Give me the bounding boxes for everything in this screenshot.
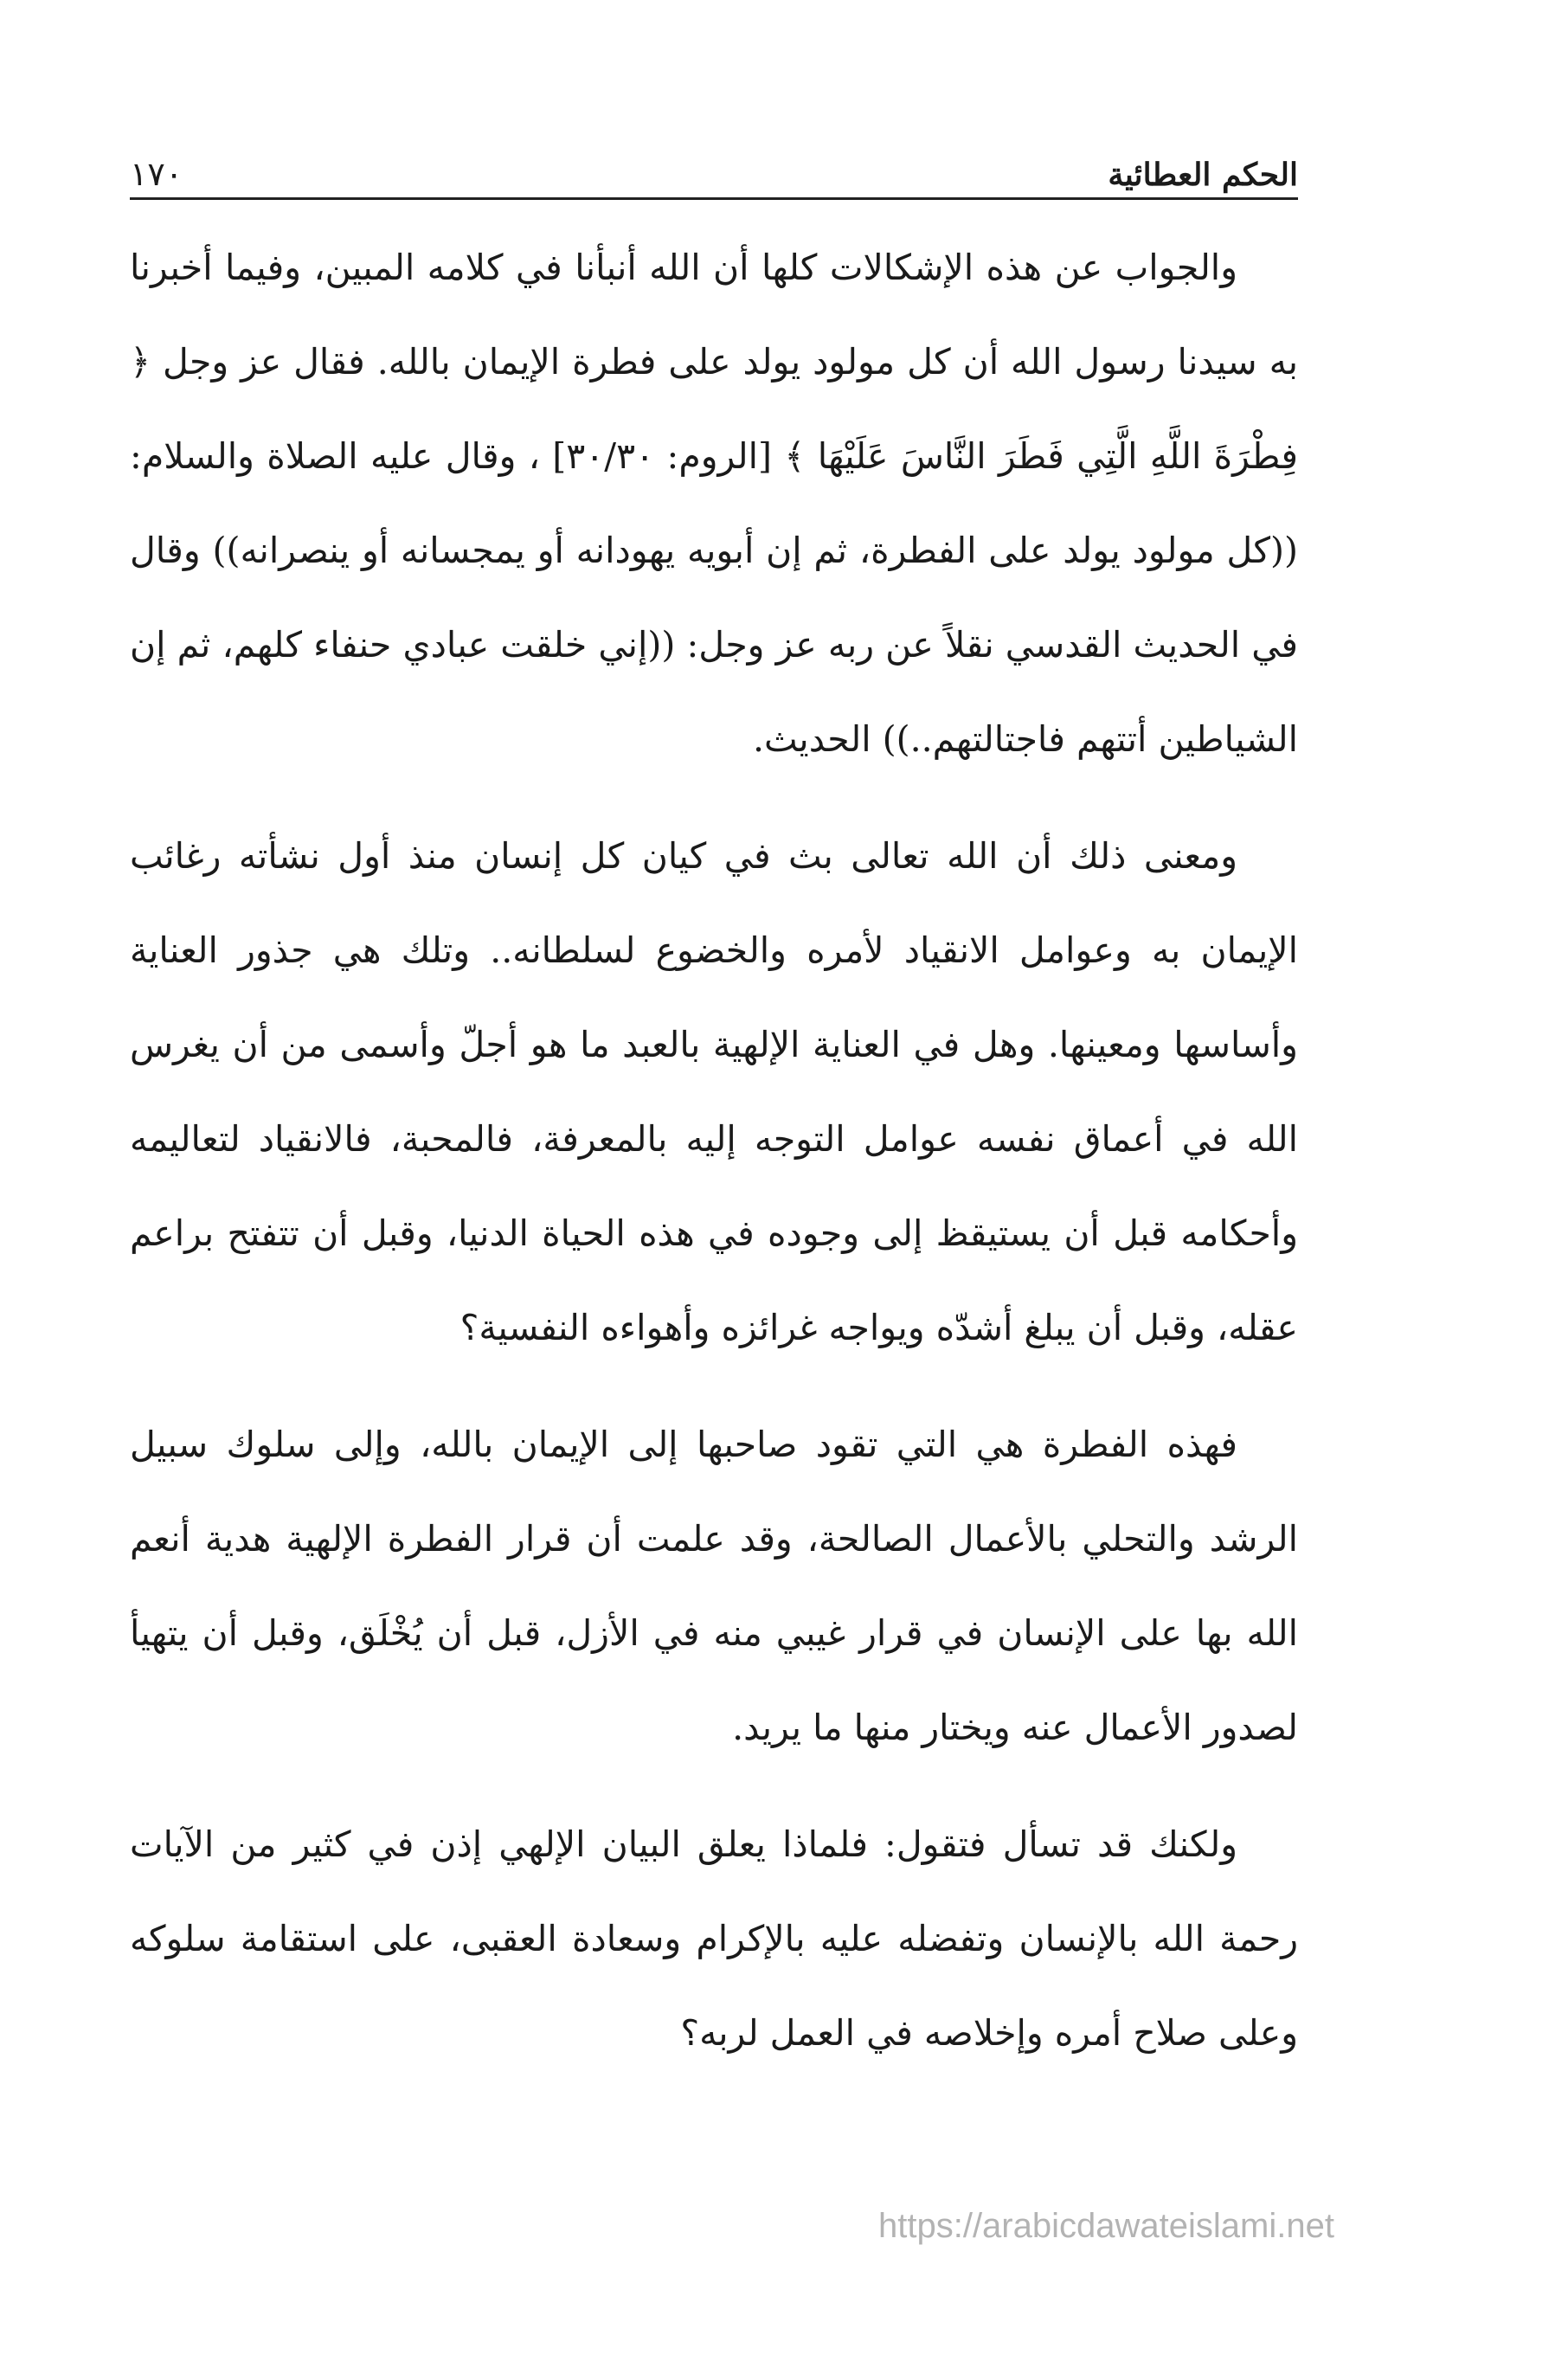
- page-body: [130, 221, 1298, 2103]
- book-title: الحكم العطائية: [1108, 157, 1298, 193]
- page-header: [130, 130, 1298, 200]
- watermark-url: https://arabicdawateislami.net: [878, 2207, 1334, 2245]
- paragraph: ومعنى ذلك أن الله تعالى بث في كيان كل إنسان منذ أول نشأته رغائب الإيمان به وعوامل الانقياد لأمره والخضوع لسلطانه.. وتلك هي جذور العناية وأساسها ومعينها. وهل في العناية الإلهية بالعبد ما هو أجلّ وأسمى من أن يغرس الله في أعماق نفسه عوامل التوجه إليه بالمعرفة، فالمحبة، فالانقياد لتعاليمه وأحكامه قبل أن يستيقظ إلى وجوده في هذه الحياة الدنيا، وقبل أن تتفتح براعم عقله، وقبل أن يبلغ أشدّه ويواجه غرائزه وأهواءه النفسية؟: [130, 835, 1298, 1348]
- paragraph: ولكنك قد تسأل فتقول: فلماذا يعلق البيان الإلهي إذن في كثير من الآيات رحمة الله بالإنسان وتفضله عليه بالإكرام وسعادة العقبى، على استقامة سلوكه وعلى صلاح أمره وإخلاصه في العمل لربه؟: [130, 1823, 1298, 2054]
- paragraph: والجواب عن هذه الإشكالات كلها أن الله أنبأنا في كلامه المبين، وفيما أخبرنا به سيدنا رسول الله أن كل مولود يولد على فطرة الإيمان بالله. فقال عز وجل ﴿ فِطْرَةَ اللَّهِ الَّتِي فَطَرَ النَّاسَ عَلَيْهَا ﴾ [الروم: ٣٠/٣٠] ، وقال عليه الصلاة والسلام: ((كل مولود يولد على الفطرة، ثم إن أبويه يهودانه أو يمجسانه أو ينصرانه)) وقال في الحديث القدسي نقلاً عن ربه عز وجل: ((إني خلقت عبادي حنفاء كلهم، ثم إن الشياطين أتتهم فاجتالتهم..)) الحديث.: [130, 247, 1299, 760]
- paragraph: فهذه الفطرة هي التي تقود صاحبها إلى الإيمان بالله، وإلى سلوك سبيل الرشد والتحلي بالأعمال الصالحة، وقد علمت أن قرار الفطرة الإلهية هدية أنعم الله بها على الإنسان في قرار غيبي منه في الأزل، قبل أن يُخْلَق، وقبل أن يتهيأ لصدور الأعمال عنه ويختار منها ما يريد.: [130, 1424, 1298, 1748]
- page-number: ١٧٠: [130, 155, 183, 193]
